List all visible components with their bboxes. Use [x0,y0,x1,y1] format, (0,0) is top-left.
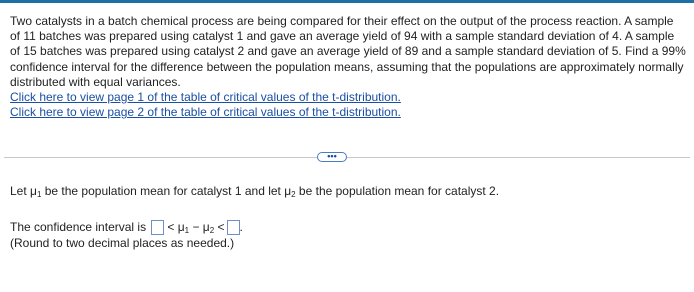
statement-sub-2: 2 [291,190,296,199]
rounding-hint: (Round to two decimal places as needed.) [10,236,235,250]
t-table-page-2-link[interactable]: Click here to view page 2 of the table of critical values of the t-distribution. [10,105,401,120]
statement-sub-1: 1 [36,190,42,199]
question-body: Two catalysts in a batch chemical process are being compared for their effect on the output of the process reaction. A sample of 11 batches was prepared using catalyst 1 and gave an average yield of 94 with a sample standard deviation of 4. A sample of 15 batches was prepared using catalyst 2 and gave an average yield of 89 and a sample standard deviation of 5. Find a 99% confidence interval for the difference between the population means, assuming that the populations are approximately normally distributed with equal variances. [10,14,686,89]
answer-sub-1: 1 [184,226,190,235]
lower-bound-input[interactable] [151,220,164,235]
section-divider [4,157,690,158]
answer-prefix: The confidence interval is [10,220,150,234]
population-mean-statement [10,184,499,199]
statement-text-1: Let μ [10,184,37,198]
answer-sub-2: 2 [209,226,215,235]
answer-lt-1: < μ [167,220,185,234]
expand-more-button[interactable]: ••• [317,152,347,162]
statement-text-2: be the population mean for catalyst 1 and let μ [41,184,292,198]
question-text-block [10,14,686,120]
statement-text-3: be the population mean for catalyst 2. [295,184,500,198]
t-table-page-1-link[interactable]: Click here to view page 1 of the table of critical values of the t-distribution. [10,90,401,105]
answer-lt-2: < [214,220,225,234]
answer-suffix: . [239,220,243,234]
upper-bound-input[interactable] [227,220,240,235]
top-accent-bar [0,0,694,3]
confidence-interval-answer [10,219,243,236]
answer-minus: − μ [189,220,210,234]
